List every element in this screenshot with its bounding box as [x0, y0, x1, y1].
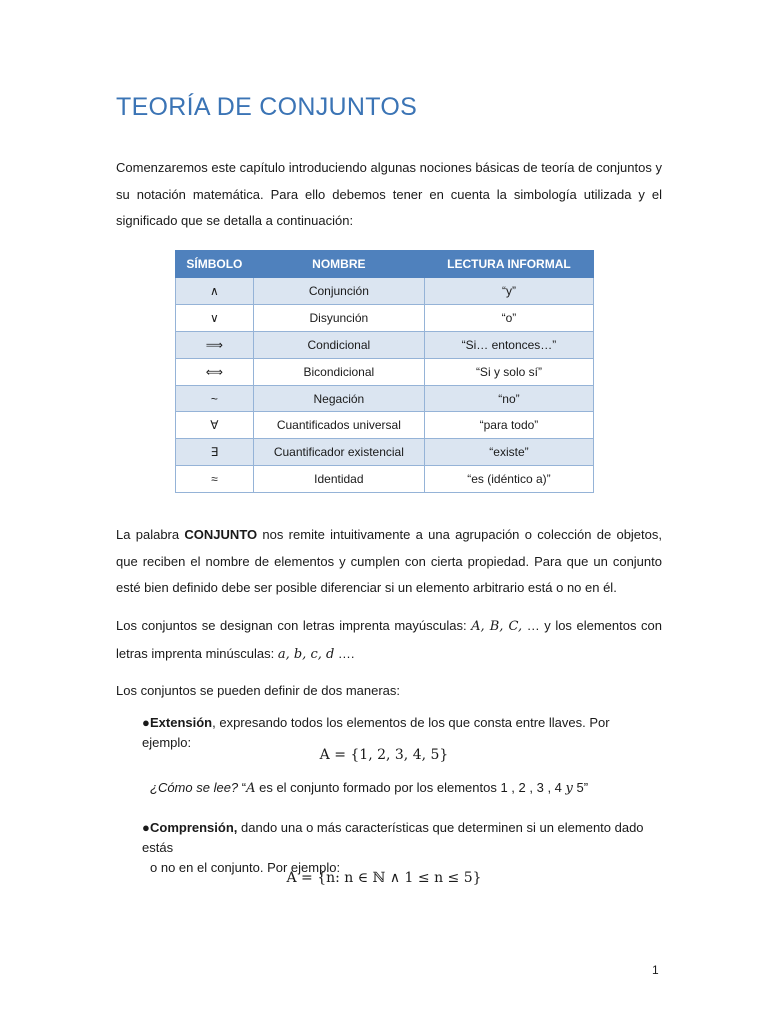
symbol-table — [175, 250, 594, 493]
table-header-row — [176, 251, 594, 278]
header-nombre: NOMBRE — [253, 251, 424, 278]
cell-name: Disyunción — [253, 304, 424, 331]
cell-name: Bicondicional — [253, 358, 424, 385]
table-row — [176, 278, 594, 305]
cell-reading: “Si y solo sí” — [424, 358, 593, 385]
conjunto-pre: La palabra — [116, 527, 185, 542]
cell-symbol: ∀ — [176, 412, 254, 439]
how-question: ¿Cómo se lee? — [150, 780, 239, 795]
cell-name: Cuantificados universal — [253, 412, 424, 439]
cell-reading: “para todo” — [424, 412, 593, 439]
comprension-formula: A = {n: n ∈ ℕ ∧ 1 ≤ n ≤ 5} — [286, 870, 482, 886]
table-row — [176, 466, 594, 493]
extension-text: , expresando todos los elementos de los que consta entre llaves. Por ejemplo: — [142, 715, 610, 750]
extension-formula: A = {1, 2, 3, 4, 5} — [319, 747, 449, 763]
cell-symbol: ≈ — [176, 466, 254, 493]
conjunto-paragraph — [116, 522, 662, 602]
page-title: TEORÍA DE CONJUNTOS — [116, 93, 418, 121]
cell-reading: “Si… entonces…” — [424, 331, 593, 358]
cell-symbol: ∧ — [176, 278, 254, 305]
table-row — [176, 385, 594, 412]
uppercase-letters: A, B, C, — [471, 619, 523, 634]
letras-pre: Los conjuntos se designan con letras imprenta mayúsculas: — [116, 618, 472, 633]
how-y: y — [565, 781, 573, 796]
letras-paragraph — [116, 613, 662, 668]
cell-symbol: ~ — [176, 385, 254, 412]
header-simbolo: SÍMBOLO — [176, 251, 254, 278]
cell-name: Conjunción — [253, 278, 424, 305]
cell-reading: “existe” — [424, 439, 593, 466]
comprension-text-cont: o no en el conjunto. Por ejemplo: — [150, 860, 341, 875]
how-text: es el conjunto formado por los elementos 1 , 2 , 3 , 4 — [255, 780, 566, 795]
how-to-read — [150, 778, 588, 799]
letras-post: …. — [334, 645, 355, 661]
comprension-bullet — [142, 818, 662, 878]
how-var: A — [246, 781, 256, 796]
cell-symbol: ∨ — [176, 304, 254, 331]
page-number: 1 — [652, 963, 659, 977]
table-row — [176, 412, 594, 439]
conjunto-post: nos remite intuitivamente a una agrupación o colección de objetos, que reciben el nombre de elementos y cumplen con cierta propiedad. Para que un conjunto esté bien definido debe ser posible diferenciar si un elemento arbitrario está o no en él. — [116, 527, 662, 595]
table-row — [176, 304, 594, 331]
table-row — [176, 358, 594, 385]
cell-name: Negación — [253, 385, 424, 412]
comprension-label: Comprensión, — [150, 820, 238, 835]
lowercase-letters: a, b, c, d — [277, 646, 335, 662]
cell-reading: “y” — [424, 278, 593, 305]
cell-symbol: ∃ — [176, 439, 254, 466]
bullet-icon: ● — [142, 715, 150, 730]
cell-name: Cuantificador existencial — [253, 439, 424, 466]
table-row — [176, 331, 594, 358]
comprension-text: dando una o más características que determinen si un elemento dado estás — [142, 820, 644, 855]
cell-reading: “o” — [424, 304, 593, 331]
intro-paragraph: Comenzaremos este capítulo introduciendo algunas nociones básicas de teoría de conjuntos y su notación matemática. Para ello debemos tener en cuenta la simbología utilizada y el significado que se detalla a continuación: — [116, 160, 662, 228]
cell-symbol: ⟹ — [176, 331, 254, 358]
how-end: 5” — [572, 780, 589, 795]
cell-reading: “no” — [424, 385, 593, 412]
how-open-quote: “ — [238, 780, 247, 795]
cell-name: Condicional — [253, 331, 424, 358]
letras-mid: … y los elementos con letras imprenta minúsculas: — [116, 618, 662, 661]
table-row — [176, 439, 594, 466]
cell-symbol: ⟺ — [176, 358, 254, 385]
header-lectura: LECTURA INFORMAL — [424, 251, 593, 278]
conjunto-keyword: CONJUNTO — [184, 527, 258, 542]
cell-name: Identidad — [253, 466, 424, 493]
cell-reading: “es (idéntico a)” — [424, 466, 593, 493]
extension-label: Extensión — [150, 715, 213, 730]
definir-paragraph: Los conjuntos se pueden definir de dos maneras: — [116, 683, 401, 698]
bullet-icon: ● — [142, 820, 150, 835]
